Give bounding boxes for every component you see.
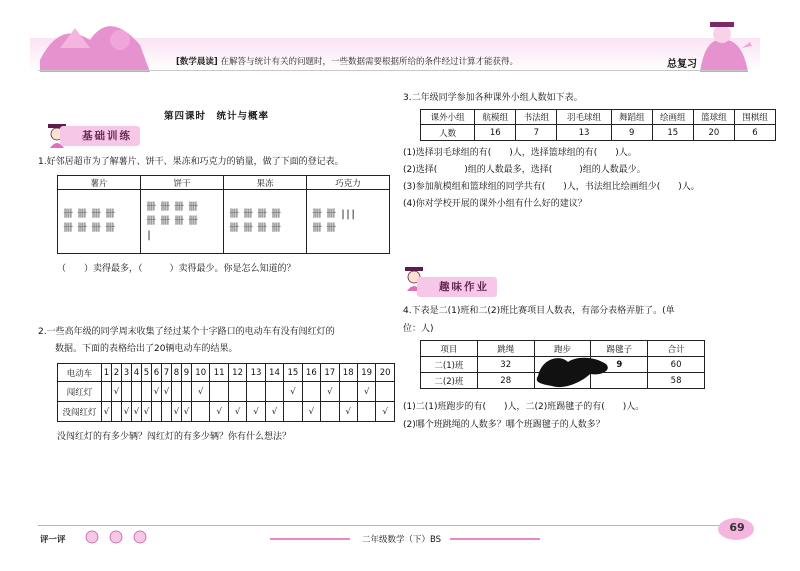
- q2-cell-ran-red: [210, 382, 228, 402]
- q4-header-running: 跑步: [534, 341, 591, 357]
- q2-cell-no-red: √: [339, 402, 357, 422]
- q2-header-number: 15: [284, 364, 302, 382]
- q2-cell-ran-red: [142, 382, 152, 402]
- q2-header-number: 8: [172, 364, 182, 382]
- q2-cell-no-red: √: [102, 402, 112, 422]
- q2-cell-ran-red: √: [112, 382, 122, 402]
- q3-count-cell: 7: [516, 125, 557, 141]
- q1-tally-biscuits: 卌 卌 卌 卌 卌 卌 卌 卌 |: [146, 201, 198, 241]
- q3-header-cell: 羽毛球组: [557, 110, 611, 125]
- q1-tally-chips: 卌 卌 卌 卌 卌 卌 卌 卌: [63, 208, 115, 234]
- q2-cell-no-red: √: [122, 402, 132, 422]
- q2-cell-no-red: √: [172, 402, 182, 422]
- q4-header-shuttlecock: 踢毽子: [591, 341, 648, 357]
- q3-prompt: 3.二年级同学参加各种课外小组人数如下表。: [403, 93, 583, 103]
- q2-header-number: 1: [102, 364, 112, 382]
- q3-header-cell: 课外小组: [421, 110, 475, 125]
- q2-scooter-table: [57, 363, 395, 422]
- q2-header-number: 18: [339, 364, 357, 382]
- q3-count-cell: 16: [475, 125, 516, 141]
- q2-header-number: 16: [302, 364, 320, 382]
- q2-header-number: 4: [132, 364, 142, 382]
- q2-cell-ran-red: [182, 382, 192, 402]
- footer-divider: [38, 525, 738, 526]
- q3-header-cell: 舞蹈组: [611, 110, 652, 125]
- q2-header-number: 11: [210, 364, 228, 382]
- q4-line-2: (2)哪个班跳绳的人数多？哪个班踢毽子的人数多？: [403, 420, 605, 430]
- q3-line-2: (2)选择( )组的人数最多，选择( )组的人数最少。: [403, 165, 646, 175]
- q2-cell-no-red: [357, 402, 375, 422]
- q4-class1-shuttlecock: 9: [591, 357, 648, 373]
- q2-cell-no-red: √: [142, 402, 152, 422]
- q1-header-chocolate: 巧克力: [307, 176, 390, 190]
- q2-cell-no-red: √: [265, 402, 283, 422]
- rating-faces-icon: [82, 528, 154, 544]
- q2-cell-no-red: √: [376, 402, 395, 422]
- q4-class2-total: 58: [648, 373, 705, 389]
- q4-class2-jump-rope: 28: [477, 373, 534, 389]
- q2-cell-ran-red: [339, 382, 357, 402]
- q2-cell-no-red: [162, 402, 172, 422]
- q2-cell-no-red: √: [210, 402, 228, 422]
- q2-prompt-line2: 数据。下面的表格给出了20辆电动车的结果。: [55, 344, 238, 354]
- q2-cell-ran-red: [302, 382, 320, 402]
- q1-tally-jelly: 卌 卌 卌 卌 卌 卌 卌 卌: [229, 208, 281, 234]
- q2-cell-no-red: [112, 402, 122, 422]
- q2-cell-no-red: √: [228, 402, 246, 422]
- q3-header-cell: 书法组: [516, 110, 557, 125]
- q2-cell-ran-red: [376, 382, 395, 402]
- q3-count-cell: 9: [611, 125, 652, 141]
- q2-cell-ran-red: [228, 382, 246, 402]
- q2-cell-no-red: [321, 402, 339, 422]
- q2-cell-ran-red: √: [162, 382, 172, 402]
- q4-header-total: 合计: [648, 341, 705, 357]
- q1-question: （ ）卖得最多，（ ）卖得最少。你是怎么知道的？: [57, 264, 296, 274]
- q3-header-cell: 航模组: [475, 110, 516, 125]
- q2-header-number: 14: [265, 364, 283, 382]
- q2-header-number: 20: [376, 364, 395, 382]
- q3-line-1: (1)选择羽毛球组的有( )人，选择篮球组的有( )人。: [403, 148, 637, 158]
- q2-cell-ran-red: [265, 382, 283, 402]
- q3-line-4: (4)你对学校开展的课外小组有什么好的建议？: [403, 199, 587, 209]
- q2-cell-ran-red: [172, 382, 182, 402]
- q1-prompt: 1.好邻居超市为了解薯片、饼干、果冻和巧克力的销量，做了下面的登记表。: [38, 157, 344, 167]
- page-number: 69: [729, 521, 745, 534]
- q2-cell-ran-red: √: [192, 382, 210, 402]
- header-tip-text: 在解答与统计有关的问题时，一些数据需要根据所给的条件经过计算才能获得。: [220, 57, 518, 67]
- q2-cell-ran-red: √: [152, 382, 162, 402]
- q2-header-number: 12: [228, 364, 246, 382]
- header-section-label: 总复习: [667, 59, 697, 70]
- q2-cell-no-red: √: [132, 402, 142, 422]
- q2-cell-ran-red: √: [284, 382, 302, 402]
- header-divider: [38, 70, 748, 71]
- q4-class1-label: 二(1)班: [421, 357, 478, 373]
- q1-header-biscuits: 饼干: [141, 176, 224, 190]
- lesson-title: 第四课时 统计与概率: [164, 111, 270, 122]
- q4-header-item: 项目: [421, 341, 478, 357]
- q2-header-number: 2: [112, 364, 122, 382]
- q2-cell-ran-red: [132, 382, 142, 402]
- q2-header-number: 7: [162, 364, 172, 382]
- q2-header-number: 9: [182, 364, 192, 382]
- q4-prompt-line1: 4.下表是二(1)班和二(2)班比赛项目人数表，有部分表格弄脏了。(单: [403, 306, 675, 316]
- q2-header-number: 5: [142, 364, 152, 382]
- q1-header-jelly: 果冻: [224, 176, 307, 190]
- q2-header-number: 6: [152, 364, 162, 382]
- footer-review-label: 评一评: [40, 535, 66, 545]
- q4-line-1: (1)二(1)班跑步的有( )人，二(2)班踢毽子的有( )人。: [403, 402, 645, 412]
- q2-question: 没闯红灯的有多少辆？闯红灯的有多少辆？你有什么想法？: [57, 432, 292, 442]
- footer-line-right: [450, 538, 540, 540]
- footer-book-title: 二年级数学（下）BS: [362, 535, 442, 545]
- q1-tally-chocolate: 卌 卌 ||| 卌 卌: [312, 208, 356, 234]
- q4-class1-jump-rope: 32: [477, 357, 534, 373]
- q4-prompt-line2: 位：人): [403, 324, 434, 334]
- q2-cell-ran-red: [247, 382, 265, 402]
- q3-header-cell: 篮球组: [693, 110, 734, 125]
- q4-header-jump-rope: 跳绳: [477, 341, 534, 357]
- ink-smudge: [534, 352, 614, 392]
- q2-header-number: 19: [357, 364, 375, 382]
- q3-count-cell: 13: [557, 125, 611, 141]
- q4-class2-label: 二(2)班: [421, 373, 478, 389]
- q3-header-cell: 围棋组: [734, 110, 775, 125]
- q3-club-table: [420, 109, 776, 141]
- q3-row-label: 人数: [421, 125, 475, 141]
- q2-cell-ran-red: [102, 382, 112, 402]
- q3-count-cell: 20: [693, 125, 734, 141]
- header-reading-tip: [176, 55, 518, 67]
- q3-count-cell: 6: [734, 125, 775, 141]
- q4-class1-total: 60: [648, 357, 705, 373]
- q2-cell-no-red: √: [302, 402, 320, 422]
- q2-header-number: 3: [122, 364, 132, 382]
- q1-header-chips: 薯片: [58, 176, 141, 190]
- q2-header-number: 17: [321, 364, 339, 382]
- q2-cell-no-red: √: [247, 402, 265, 422]
- q3-header-cell: 绘画组: [652, 110, 693, 125]
- q2-cell-no-red: √: [182, 402, 192, 422]
- q2-row-ran-red-label: 闯红灯: [58, 382, 102, 402]
- q2-header-number: 10: [192, 364, 210, 382]
- q3-count-cell: 15: [652, 125, 693, 141]
- q2-cell-no-red: [284, 402, 302, 422]
- q2-header-label: 电动车: [58, 364, 102, 382]
- q2-cell-no-red: [152, 402, 162, 422]
- q3-line-3: (3)参加航模组和篮球组的同学共有( )人，书法组比绘画组少( )人。: [403, 182, 700, 192]
- q2-cell-ran-red: √: [321, 382, 339, 402]
- q2-cell-ran-red: [122, 382, 132, 402]
- q1-tally-table: [57, 175, 390, 254]
- q2-prompt-line1: 2.一些高年级的同学周末收集了经过某个十字路口的电动车有没有闯红灯的: [38, 327, 335, 337]
- q2-header-number: 13: [247, 364, 265, 382]
- header-tag: [数学晨读]: [176, 57, 218, 67]
- footer-line-left: [270, 538, 350, 540]
- q2-row-no-red-label: 没闯红灯: [58, 402, 102, 422]
- q2-cell-ran-red: √: [357, 382, 375, 402]
- section-fun-homework: 趣味作业: [417, 277, 497, 297]
- q2-cell-no-red: [192, 402, 210, 422]
- section-basic-training: 基础训练: [60, 126, 140, 146]
